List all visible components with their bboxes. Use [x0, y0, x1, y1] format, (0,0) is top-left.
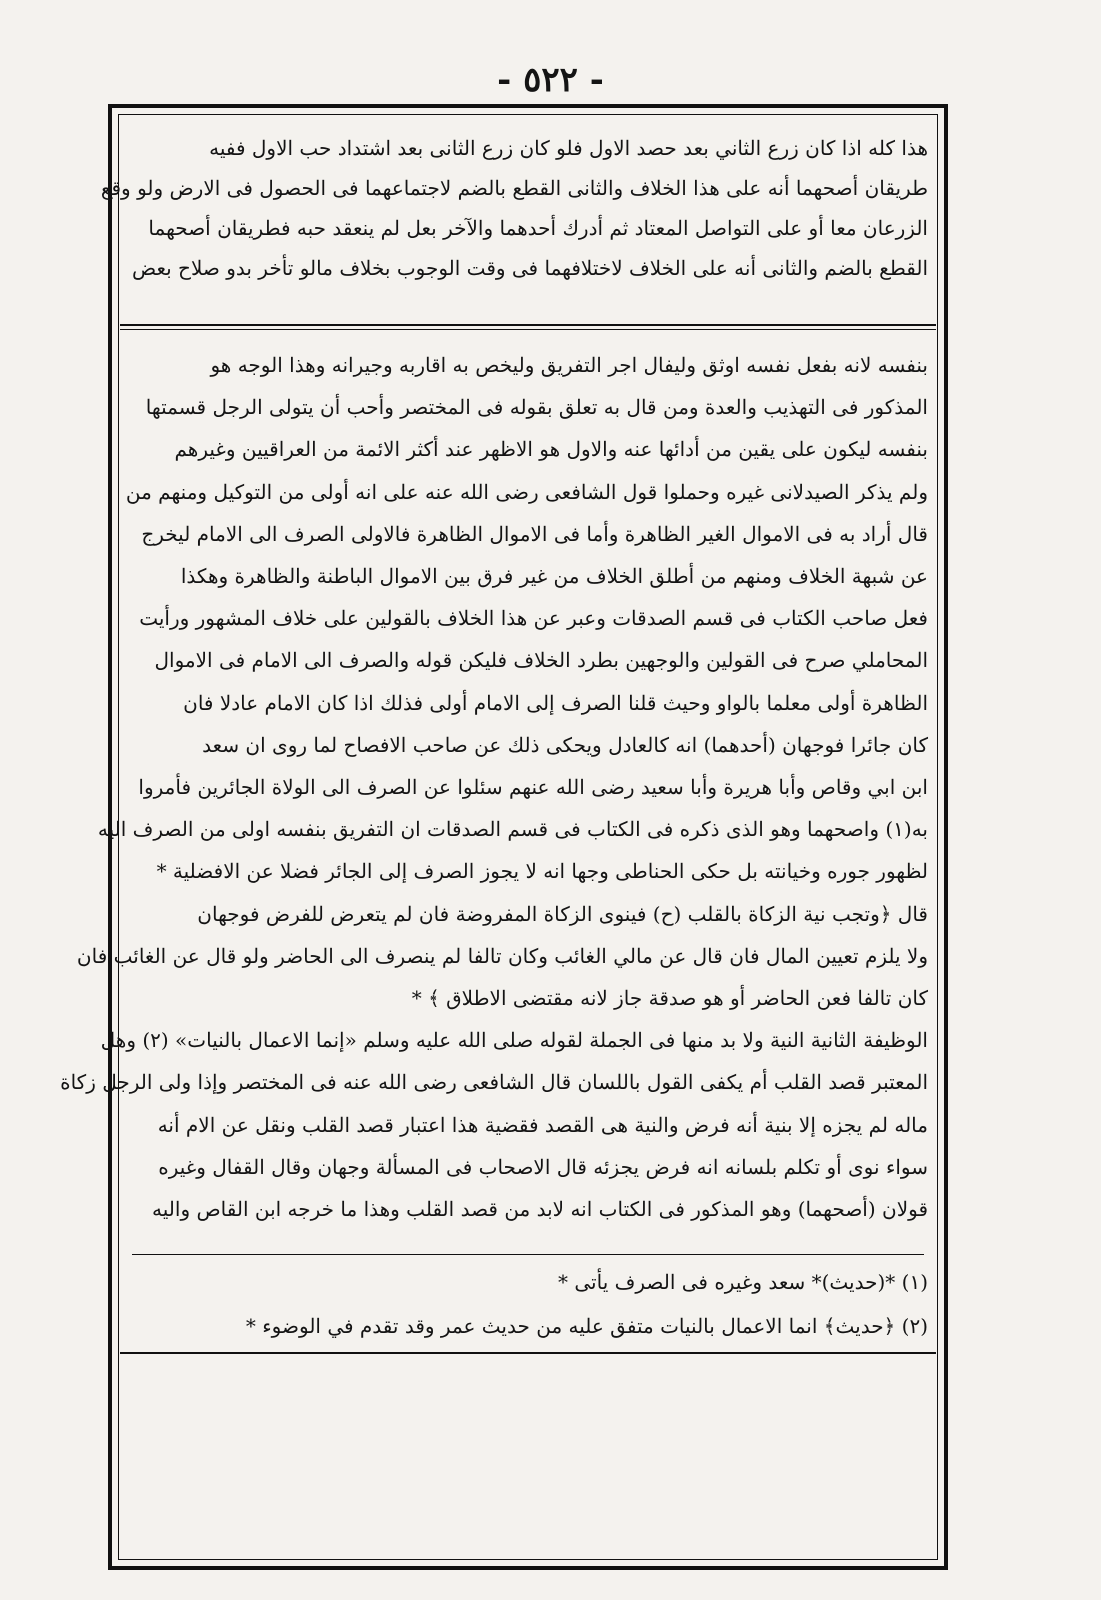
text-line: بنفسه لانه بفعل نفسه اوثق وليفال اجر التفريق وليخص به اقاربه وجيرانه وهذا الوجه هو: [210, 353, 928, 377]
text-line: سواء نوى أو تكلم بلسانه انه فرض يجزئه قال الاصحاب فى المسألة وجهان وقال القفال وغيره: [158, 1154, 928, 1179]
text-line: ماله لم يجزه إلا بنية أنه فرض والنية هى القصد فقضية هذا اعتبار قصد القلب ونقل عن الام أنه: [157, 1112, 928, 1137]
text-line: المذكور فى التهذيب والعدة ومن قال به تعلق بقوله فى المختصر وأحب أن يتولى الرجل قسمتها: [145, 395, 928, 420]
text-line: به(١) واصحهما وهو الذى ذكره فى الكتاب فى قسم الصدقات ان التفريق بنفسه اولى من الصرف اليه: [97, 817, 928, 842]
text-line: ابن ابي وقاص وأبا هريرة وأبا سعيد رضى الله عنهم سئلوا عن الصرف الى الولاة الجائرين فأمروا: [138, 775, 928, 800]
upper-text-block: [100, 128, 928, 288]
page-number: - ٥٢٢ -: [497, 60, 604, 100]
text-line: كان جائرا فوجهان (أحدهما) انه كالعادل ويحكى ذلك عن صاحب الافصاح لما روى ان سعد: [202, 732, 928, 757]
text-line: ولا يلزم تعيين المال فان قال عن مالي الغائب وكان تالفا لم ينصرف الى الحاضر ولو قال عن الغائب فان: [76, 943, 928, 968]
text-line: هذا كله اذا كان زرع الثاني بعد حصد الاول فلو كان زرع الثانى بعد اشتداد حب الاول ففيه: [209, 136, 928, 160]
text-line: عن شبهة الخلاف ومنهم من أطلق الخلاف من غير فرق بين الاموال الباطنة والظاهرة وهكذا: [180, 564, 928, 589]
text-line: الزرعان معا أو على التواصل المعتاد ثم أدرك أحدهما والآخر بعل لم ينعقد حبه فطريقان أصحهما: [148, 216, 928, 240]
text-line: ولم يذكر الصيدلانى غيره وحملوا قول الشافعى رضى الله عنه على انه أولى من التوكيل ومنهم من: [125, 479, 928, 504]
bottom-divider: [120, 1352, 936, 1354]
text-line: المعتبر قصد القلب أم يكفى القول باللسان قال الشافعى رضى الله عنه فى المختصر وإذا ولى الرجل زكاة: [60, 1070, 928, 1095]
footnote-divider: [132, 1254, 924, 1255]
footnote: (٢) ﴿حديث﴾ انما الاعمال بالنيات متفق عليه من حديث عمر وقد تقدم في الوضوء *: [245, 1314, 928, 1338]
text-line: قولان (أصحهما) وهو المذكور فى الكتاب انه لابد من قصد القلب وهذا ما خرجه ابن القاص واليه: [152, 1197, 928, 1222]
text-line: الوظيفة الثانية النية ولا بد منها فى الجملة لقوله صلى الله عليه وسلم «إنما الاعمال بالنيات» (٢) وهل: [100, 1028, 928, 1053]
footnote: (١) *(حديث)* سعد وغيره فى الصرف يأتى *: [558, 1270, 928, 1294]
text-line: كان تالفا فعن الحاضر أو هو صدقة جاز لانه مقتضى الاطلاق ﴾ *: [411, 986, 928, 1011]
main-text-block: [60, 344, 928, 1230]
text-line: طريقان أصحهما أنه على هذا الخلاف والثانى القطع بالضم لاجتماعهما فى الحصول فى الارض ولو وقع: [100, 176, 928, 200]
section-divider-thin: [120, 329, 936, 330]
text-line: القطع بالضم والثانى أنه على الخلاف لاختلافهما فى وقت الوجوب بخلاف مالو تأخر بدو صلاح بعض: [131, 256, 928, 280]
text-line: قال أراد به فى الاموال الغير الظاهرة وأما فى الاموال الظاهرة فالاولى الصرف الى الامام ليخرج: [141, 521, 928, 546]
footnotes-block: [128, 1260, 928, 1348]
text-line: المحاملي صرح فى القولين والوجهين بطرد الخلاف فليكن قوله والصرف الى الامام فى الاموال: [154, 648, 928, 673]
text-line: بنفسه ليكون على يقين من أدائها عنه والاول هو الاظهر عند أكثر الائمة من العراقيين وغيرهم: [174, 437, 928, 462]
text-line: فعل صاحب الكتاب فى قسم الصدقات وعبر عن هذا الخلاف بالقولين على خلاف المشهور ورأيت: [139, 606, 928, 631]
text-line: لظهور جوره وخيانته بل حكى الحناطى وجها انه لا يجوز الصرف إلى الجائر فضلا عن الافضلية *: [156, 859, 928, 884]
page-frame: [60, 104, 948, 1570]
text-line: الظاهرة أولى معلما بالواو وحيث قلنا الصرف إلى الامام أولى فذلك اذا كان الامام عادلا فان: [183, 690, 928, 715]
text-line: قال ﴿وتجب نية الزكاة بالقلب (ح) فينوى الزكاة المفروضة فان لم يتعرض للفرض فوجهان: [197, 901, 928, 926]
section-divider: [120, 324, 936, 326]
